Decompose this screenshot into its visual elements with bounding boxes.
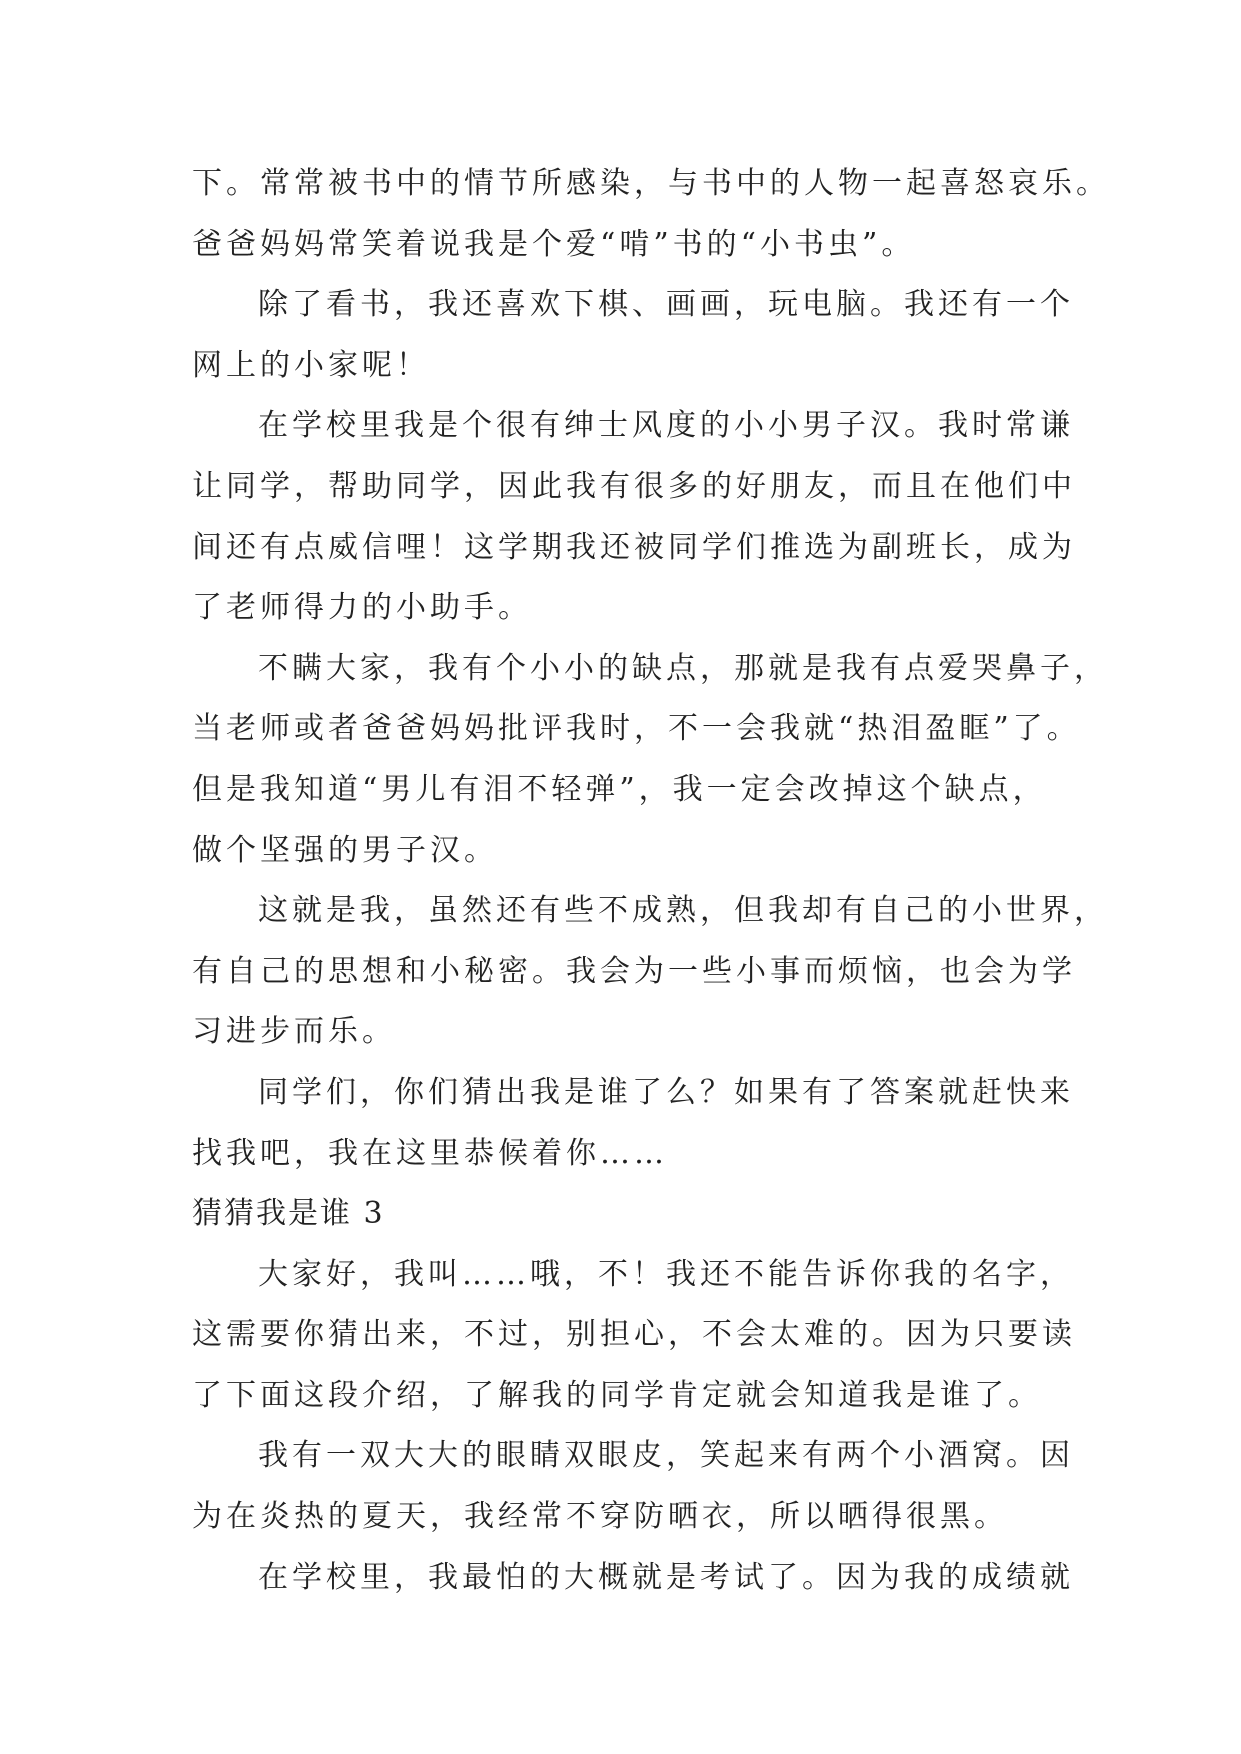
paragraph-start: 在学校里，我最怕的大概就是考试了。因为我的成绩就 xyxy=(258,1559,1074,1595)
text-line: 做个坚强的男子汉。 xyxy=(192,832,498,868)
text-line: 有自己的思想和小秘密。我会为一些小事而烦恼，也会为学 xyxy=(192,953,1076,989)
section-heading: 猜猜我是谁 3 xyxy=(192,1196,385,1232)
text-line: 爸爸妈妈常笑着说我是个爱“啃”书的“小书虫”。 xyxy=(192,226,916,262)
text-line: 为在炎热的夏天，我经常不穿防晒衣，所以晒得很黑。 xyxy=(192,1499,1008,1535)
document-body xyxy=(192,154,1110,1608)
text-line: 当老师或者爸爸妈妈批评我时，不一会我就“热泪盈眶”了。 xyxy=(192,711,1081,747)
paragraph-start: 这就是我，虽然还有些不成熟，但我却有自己的小世界， xyxy=(258,893,1108,929)
text-line: 让同学，帮助同学，因此我有很多的好朋友，而且在他们中 xyxy=(192,468,1076,504)
text-line: 习进步而乐。 xyxy=(192,1014,396,1050)
text-line: 间还有点威信哩！这学期我还被同学们推选为副班长，成为 xyxy=(192,529,1076,565)
text-line: 但是我知道“男儿有泪不轻弹”，我一定会改掉这个缺点， xyxy=(192,771,1047,807)
text-line: 找我吧，我在这里恭候着你…… xyxy=(192,1135,668,1171)
paragraph-start: 同学们，你们猜出我是谁了么？如果有了答案就赶快来 xyxy=(258,1074,1074,1110)
paragraph-start: 在学校里我是个很有绅士风度的小小男子汉。我时常谦 xyxy=(258,408,1074,444)
paragraph-start: 大家好，我叫……哦，不！我还不能告诉你我的名字， xyxy=(258,1256,1074,1292)
text-line: 下。常常被书中的情节所感染，与书中的人物一起喜怒哀乐。 xyxy=(192,166,1110,201)
paragraph-start: 不瞒大家，我有个小小的缺点，那就是我有点爱哭鼻子， xyxy=(258,650,1108,686)
text-line: 这需要你猜出来，不过，别担心，不会太难的。因为只要读 xyxy=(192,1317,1076,1353)
text-line: 了老师得力的小助手。 xyxy=(192,590,532,626)
paragraph-start: 我有一双大大的眼睛双眼皮，笑起来有两个小酒窝。因 xyxy=(258,1438,1074,1474)
text-line: 了下面这段介绍，了解我的同学肯定就会知道我是谁了。 xyxy=(192,1377,1042,1413)
paragraph-start: 除了看书，我还喜欢下棋、画画，玩电脑。我还有一个 xyxy=(258,287,1074,323)
text-line: 网上的小家呢！ xyxy=(192,347,430,383)
